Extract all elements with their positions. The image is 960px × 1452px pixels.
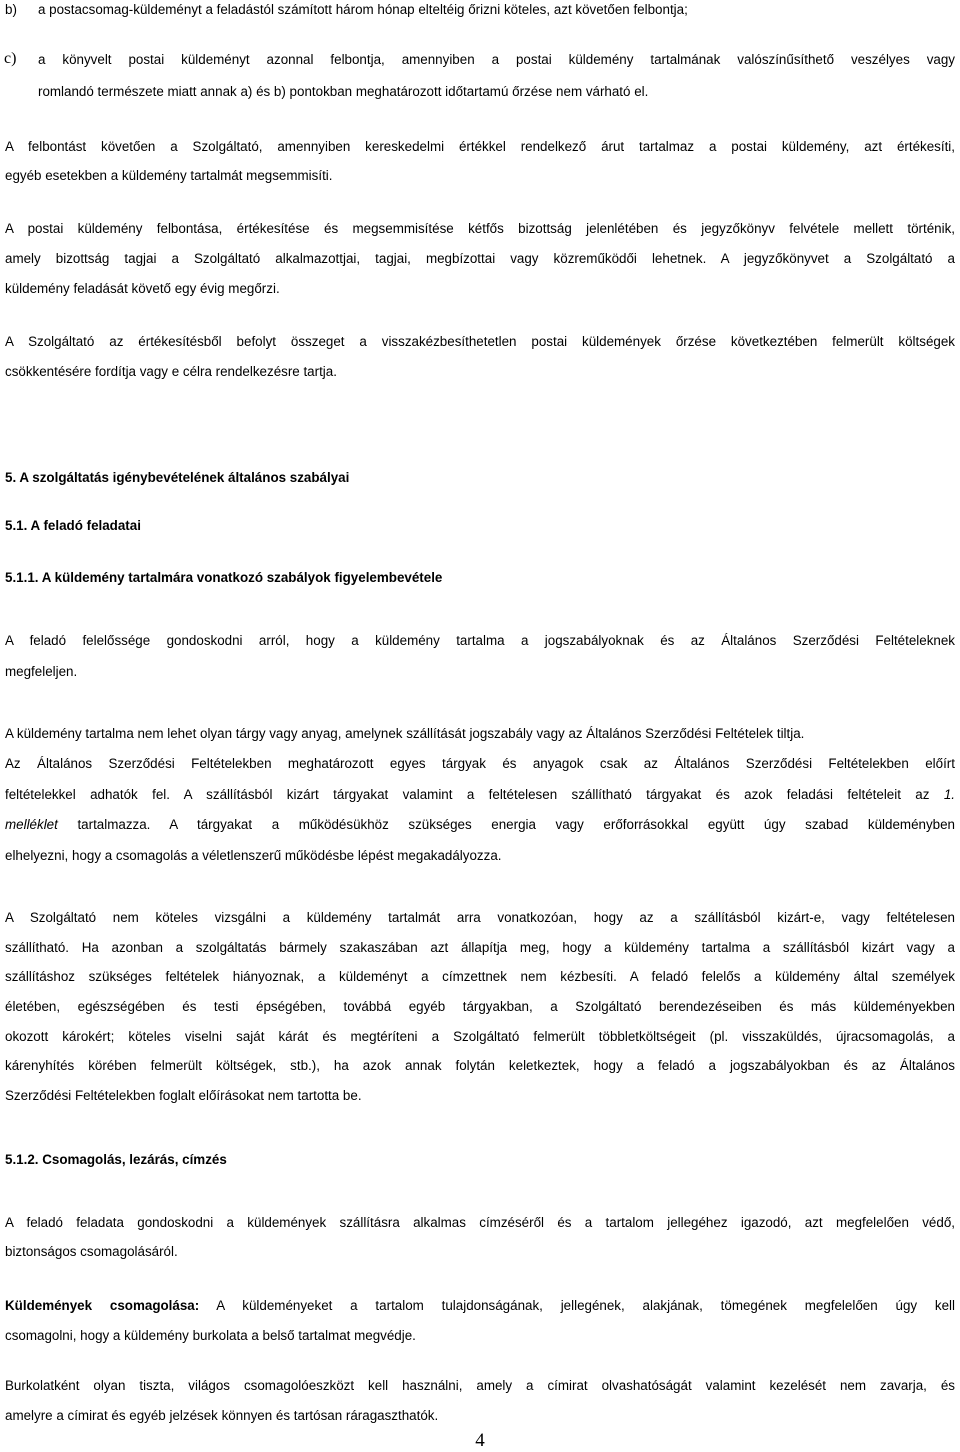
paragraph-line: szállításhoz szükséges feltételek hiányoznak, a küldeményt a címzettnek nem kézbesíti. A feladó felelős a küldemény által személyek: [5, 969, 955, 984]
paragraph-text: tartalmazza. A tárgyakat a működésükhöz szükséges energia vagy erőforrásokkal együtt úgy szabad küldeményben: [57, 817, 955, 832]
paragraph-text: feltételekkel adhatók fel. A szállításból kizárt tárgyakat valamint a feltételesen szállítható tárgyakat és azok feladási feltételeit az: [5, 787, 944, 802]
paragraph-line: okozott károkért; köteles viselni saját kárát és megtéríteni a Szolgáltató felmerült többletköltségeit (pl. visszaküldés, újracsomagolás, a: [5, 1029, 955, 1044]
section-heading: 5. A szolgáltatás igénybevételének általános szabályai: [5, 470, 350, 485]
paragraph-line: A Szolgáltató az értékesítésből befolyt összeget a visszakézbesíthetetlen postai küldemények őrzése következtében felmerült költségek: [5, 334, 955, 349]
paragraph-line: A Szolgáltató nem köteles vizsgálni a küldemény tartalmát arra vonatkozóan, hogy az a szállításból kizárt-e, vagy feltételesen: [5, 910, 955, 925]
heading-number: 5.1.1.: [5, 570, 42, 585]
paragraph-line: küldemény feladását követő egy évig megőrzi.: [5, 281, 280, 296]
subsubsection-heading: [5, 570, 955, 586]
appendix-reference: 1.: [943, 787, 955, 802]
subsection-heading: 5.1. A feladó feladatai: [5, 518, 141, 533]
paragraph-line: szállítható. Ha azonban a szolgáltatás bármely szakaszában azt állapítja meg, hogy a küldemény tartalma a szállításból kizárt vagy a: [5, 940, 955, 955]
paragraph-line: amelyre a címirat és egyéb jelzések könnyen és tartósan ráragaszthatók.: [5, 1408, 439, 1423]
bold-lead-in: Küldemények csomagolása:: [5, 1298, 200, 1313]
paragraph-line: kárenyhítés körében felmerült költségek, stb.), ha azok annak folytán keletkeztek, hogy a feladó a jogszabályokban és az Általános: [5, 1058, 955, 1073]
paragraph-line: elhelyezni, hogy a csomagolás a véletlenszerű működésbe lépést megakadályozza.: [5, 848, 502, 863]
paragraph-line: egyéb esetekben a küldemény tartalmát megsemmisíti.: [5, 168, 333, 183]
paragraph-text: A küldeményeket a tartalom tulajdonságának, jellegének, alakjának, tömegének megfelelően úgy kell: [199, 1298, 955, 1313]
paragraph-line: A küldemény tartalma nem lehet olyan tárgy vagy anyag, amelynek szállítását jogszabály vagy az Általános Szerződési Feltételek tiltja.: [5, 726, 805, 741]
paragraph-line: [5, 787, 955, 803]
paragraph-line: [5, 817, 955, 833]
appendix-reference: melléklet: [5, 817, 58, 832]
paragraph-line: amely bizottság tagjai a Szolgáltató alkalmazottjai, tagjai, megbízottai vagy közreműködői lehetnek. A jegyzőkönyvet a Szolgáltató a: [5, 251, 955, 266]
paragraph-line: Szerződési Feltételekben foglalt előírásokat nem tartotta be.: [5, 1088, 362, 1103]
paragraph-line: Burkolatként olyan tiszta, világos csomagolóeszközt kell használni, amely a címirat olvashatóságát valamint kezelését nem zavarja, és: [5, 1378, 955, 1393]
list-item-c-line: a könyvelt postai küldeményt azonnal felbontja, amennyiben a postai küldemény tartalmának valószínűsíthető veszélyes vagy: [38, 52, 955, 67]
list-item-c-line: romlandó természete miatt annak a) és b) pontokban meghatározott időtartamú őrzése nem várható el.: [38, 84, 649, 99]
paragraph-line: életében, egészségében és testi épségében, továbbá egyéb tárgyakban, a Szolgáltató berendezéseiben és más küldeményekben: [5, 999, 955, 1014]
paragraph-line: A postai küldemény felbontása, értékesítése és megsemmisítése kétfős bizottság jelenlétében és jegyzőkönyv felvétele mellett történik,: [5, 221, 955, 236]
paragraph-line: [5, 1298, 955, 1314]
paragraph-line: Az Általános Szerződési Feltételekben meghatározott egyes tárgyak és anyagok csak az Általános Szerződési Feltételekben előírt: [5, 756, 955, 771]
heading-title: A küldemény tartalmára vonatkozó szabályok figyelembevétele: [41, 570, 443, 585]
paragraph-line: A felbontást követően a Szolgáltató, amennyiben kereskedelmi értékkel rendelkező árut tartalmaz a postai küldemény, azt értékesíti,: [5, 139, 955, 154]
paragraph-line: A feladó feladata gondoskodni a küldemények szállításra alkalmas címzéséről és a tartalom jellegéhez igazodó, azt megfelelően védő,: [5, 1215, 955, 1230]
paragraph-line: A feladó felelőssége gondoskodni arról, hogy a küldemény tartalma a jogszabályoknak és az Általános Szerződési Feltételeknek: [5, 633, 955, 648]
list-label-b: b): [5, 2, 17, 17]
list-item-b: a postacsomag-küldeményt a feladástól számított három hónap elteltéig őrizni köteles, azt követően felbontja;: [38, 2, 688, 17]
paragraph-line: megfeleljen.: [5, 664, 78, 679]
list-label-c: c): [4, 50, 17, 67]
page-number: 4: [475, 1430, 485, 1451]
paragraph-line: biztonságos csomagolásáról.: [5, 1244, 178, 1259]
paragraph-line: csomagolni, hogy a küldemény burkolata a belső tartalmat megvédje.: [5, 1328, 416, 1343]
subsubsection-heading: 5.1.2. Csomagolás, lezárás, címzés: [5, 1152, 227, 1167]
paragraph-line: csökkentésére fordítja vagy e célra rendelkezésre tartja.: [5, 364, 337, 379]
